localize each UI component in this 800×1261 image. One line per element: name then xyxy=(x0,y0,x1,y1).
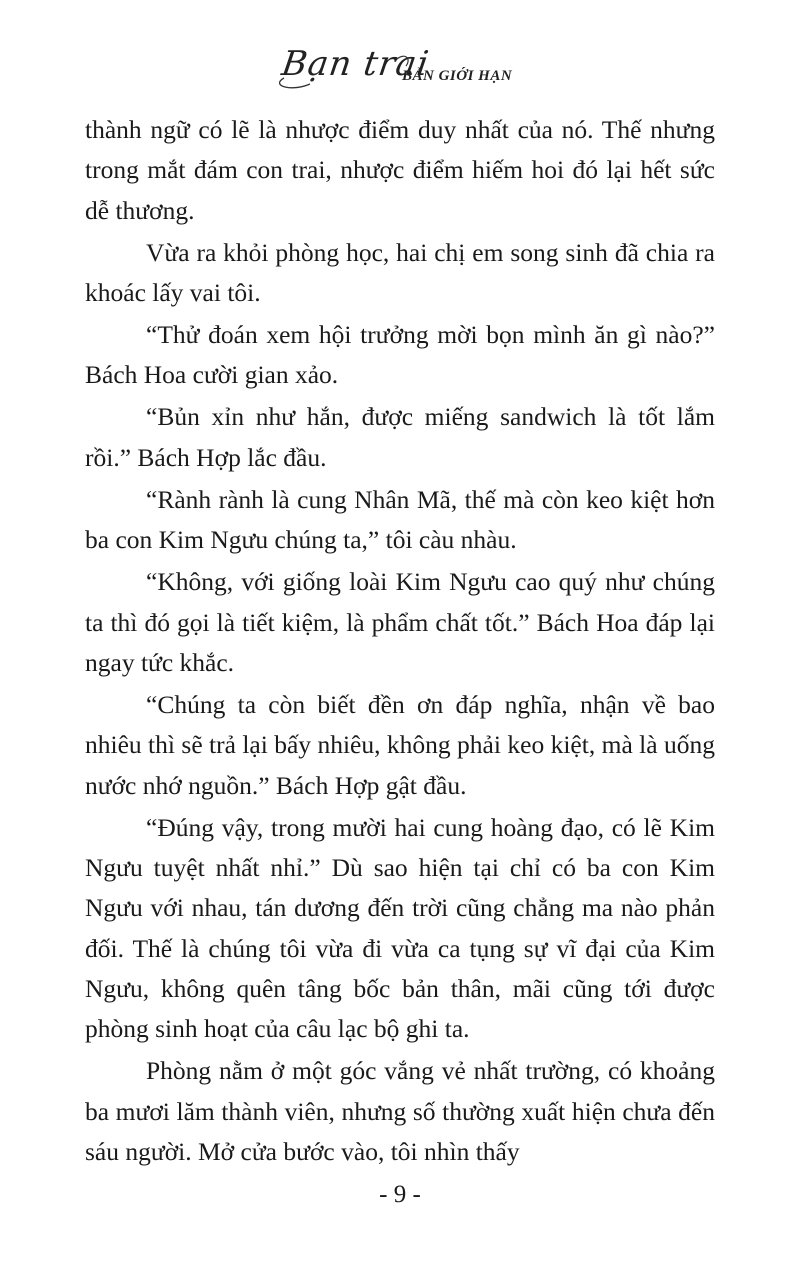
paragraph-7: “Chúng ta còn biết đền ơn đáp nghĩa, nhận về bao nhiêu thì sẽ trả lại bấy nhiêu, không phải keo kiệt, mà là uống nước nhớ nguồn.” Bách Hợp gật đầu. xyxy=(85,689,715,800)
running-header xyxy=(0,38,800,98)
page-number: - 9 - xyxy=(379,1181,421,1208)
paragraph-4: “Bủn xỉn như hắn, được miếng sandwich là tốt lắm rồi.” Bách Hợp lắc đầu. xyxy=(85,402,715,472)
paragraph-6: “Không, với giống loài Kim Ngưu cao quý như chúng ta thì đó gọi là tiết kiệm, là phẩm chất tốt.” Bách Hoa đáp lại ngay tức khắc. xyxy=(85,567,715,677)
paragraph-5: “Rành rành là cung Nhân Mã, thế mà còn keo kiệt hơn ba con Kim Ngưu chúng ta,” tôi càu nhàu. xyxy=(85,484,715,555)
book-subtitle: BẢN GIỚI HẠN xyxy=(402,68,513,84)
paragraph-8: “Đúng vậy, trong mười hai cung hoàng đạo, có lẽ Kim Ngưu tuyệt nhất nhỉ.” Dù sao hiện tại chỉ có ba con Kim Ngưu với nhau, tán dương đến trời cũng chẳng ma nào phản đối. Thế là chúng tôi vừa đi vừa ca tụng sự vĩ đại của Kim Ngưu, không quên tâng bốc bản thân, mãi cũng tới được phòng sinh hoạt của câu lạc bộ ghi ta. xyxy=(85,812,715,1044)
paragraph-3: “Thử đoán xem hội trưởng mời bọn mình ăn gì nào?” Bách Hoa cười gian xảo. xyxy=(85,320,715,390)
book-title: Bạn trai xyxy=(279,44,432,84)
paragraph-2: Vừa ra khỏi phòng học, hai chị em song sinh đã chia ra khoác lấy vai tôi. xyxy=(85,237,715,307)
paragraph-9: Phòng nằm ở một góc vắng vẻ nhất trường, có khoảng ba mươi lăm thành viên, nhưng số thường xuất hiện chưa đến sáu người. Mở cửa bước vào, tôi nhìn thấy xyxy=(85,1056,715,1166)
page-body xyxy=(85,110,715,1174)
paragraph-1: thành ngữ có lẽ là nhược điểm duy nhất của nó. Thế nhưng trong mắt đám con trai, nhược điểm hiếm hoi đó lại hết sức dễ thương. xyxy=(85,115,715,225)
